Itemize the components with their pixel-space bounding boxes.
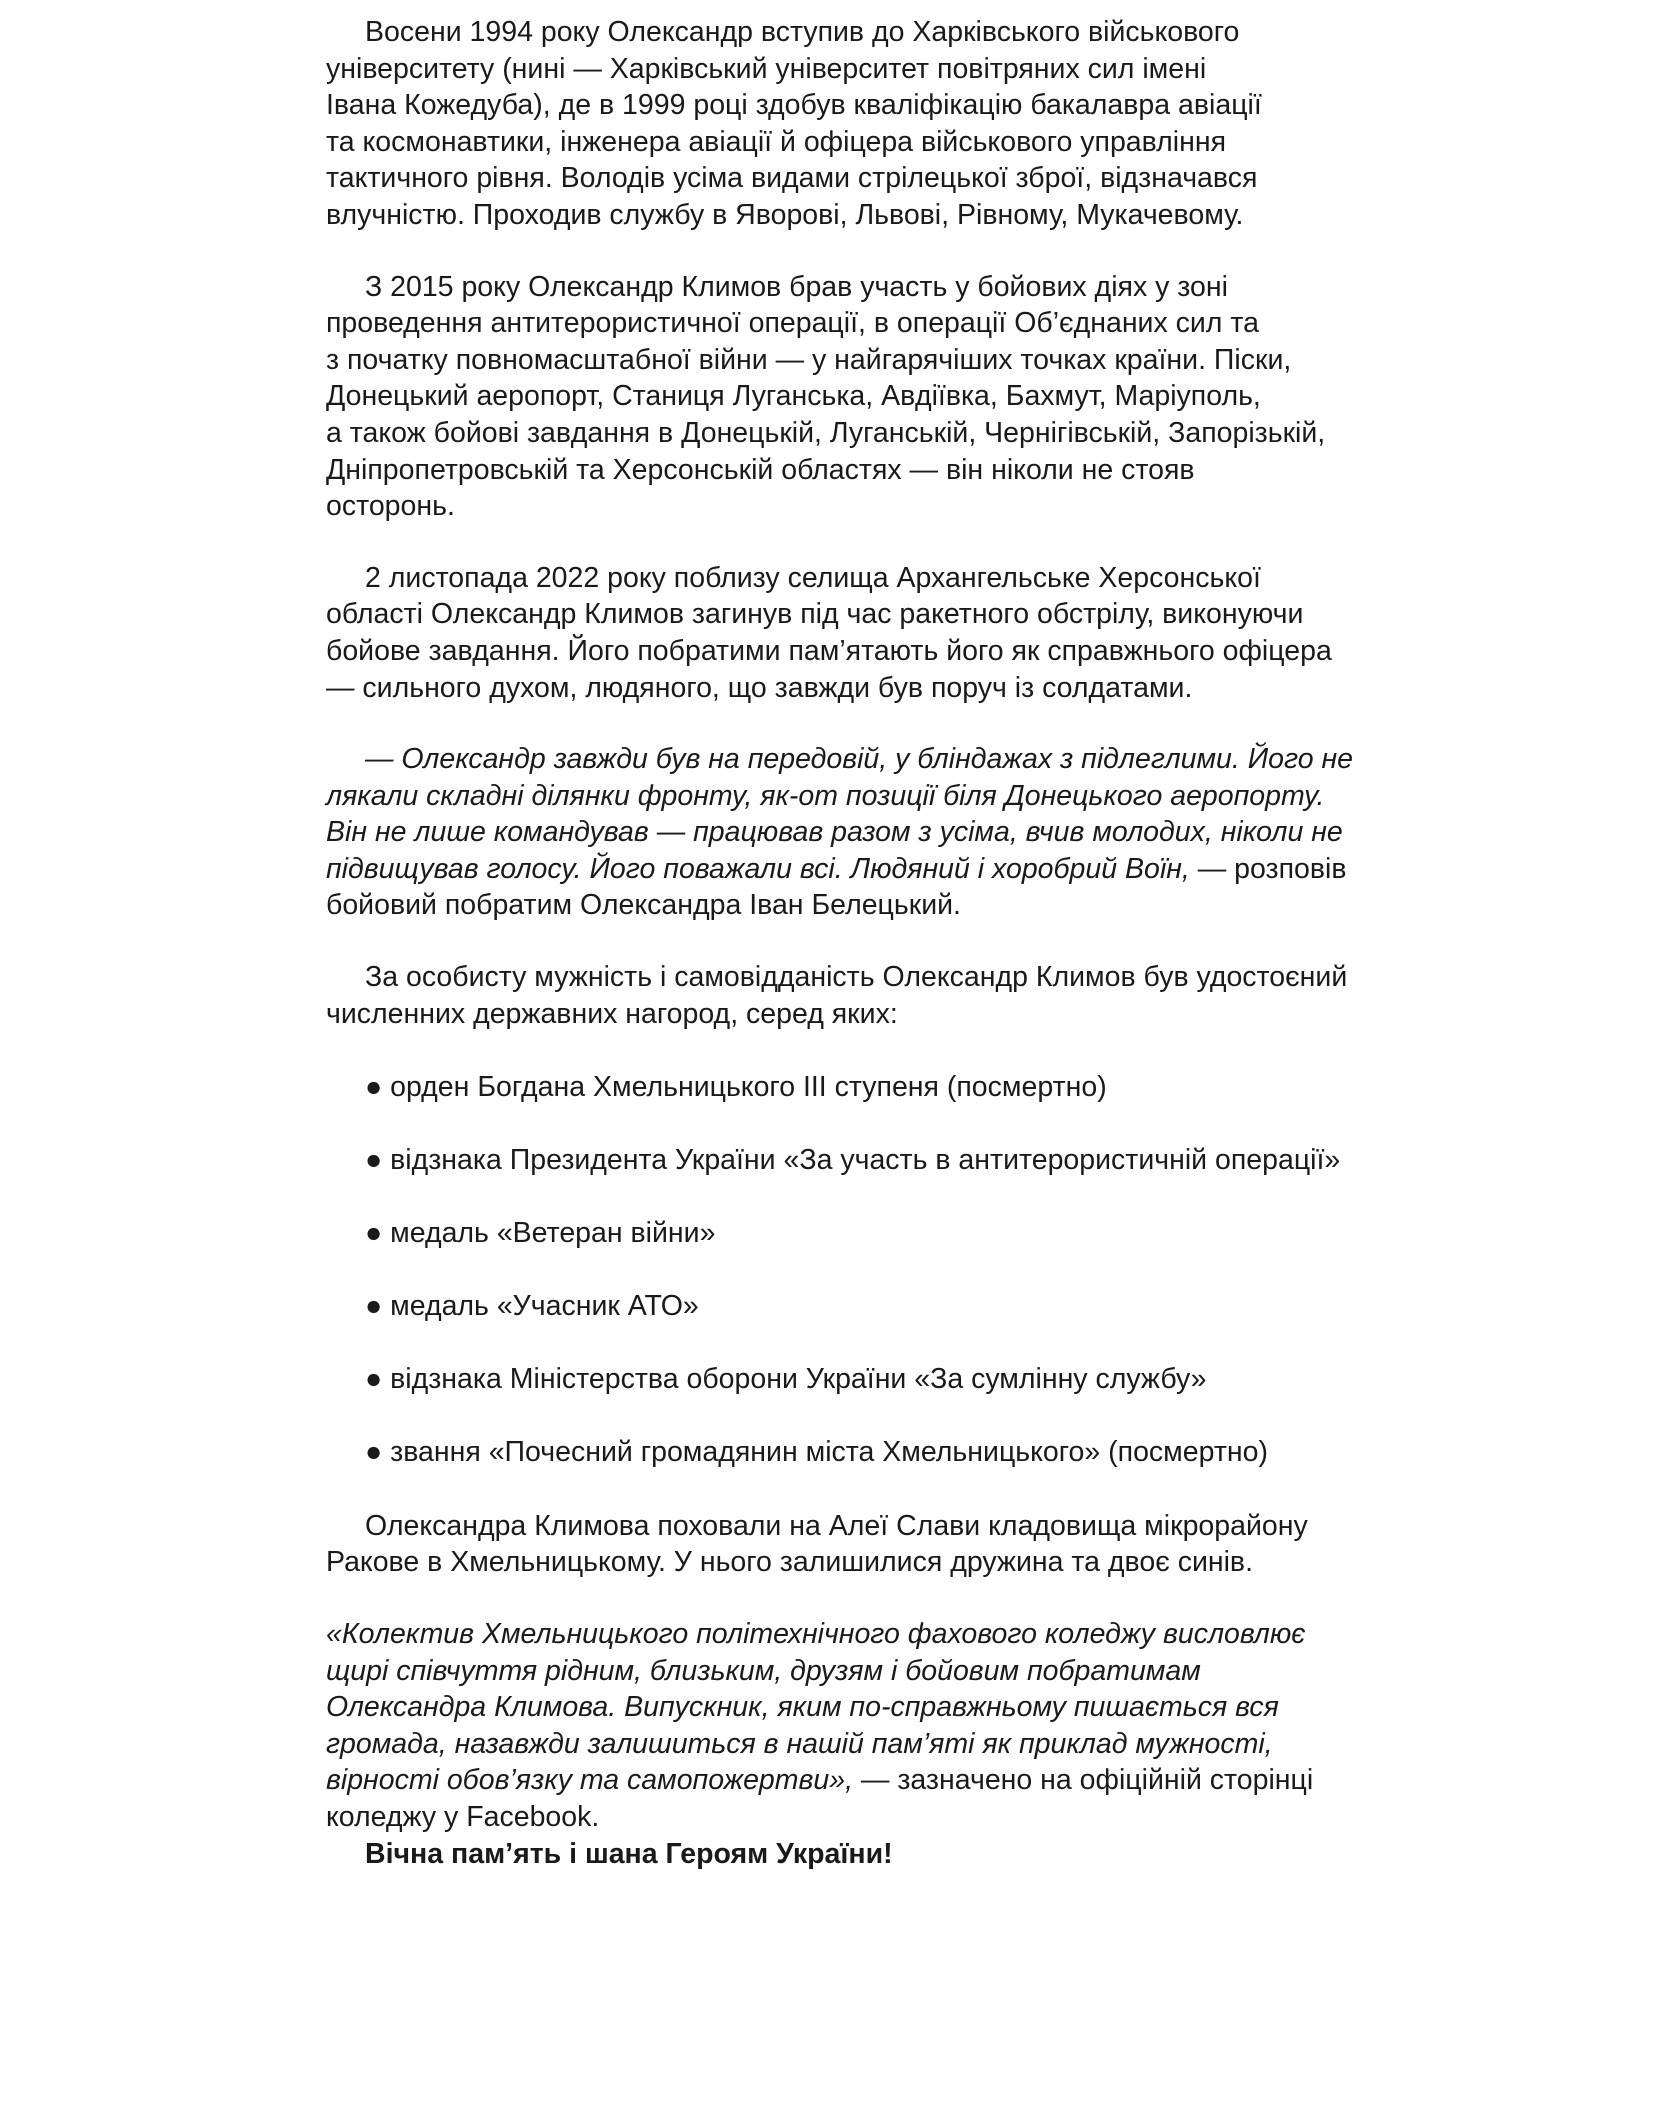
paragraph-burial: Олександра Климова поховали на Алеї Слави кладовища мікрорайону Ракове в Хмельницькому. У нього залишилися дружина та двоє синів. — [326, 1509, 1308, 1579]
award-item: ● медаль «Ветеран війни» — [365, 1216, 716, 1249]
comrade-quote-text: — Олександр завжди був на передовій, у бліндажах з підлеглими. Його не лякали складні ділянки фронту, як-от позиції біля Донецького аеропорту. Він не лише командував — працював разом з усіма, вчив молодих, ніколи не підвищував голосу. Його поважали всі. Людяний і хоробрий Воїн, — [326, 743, 1354, 885]
comrade-quote-attribution: — розповів бойовий побратим Олександра Іван Белецький. — [326, 852, 1347, 922]
college-quote-text: «Колектив Хмельницького політехнічного фахового коледжу висловлює щирі співчуття рідним, близьким, друзям і бойовим побратимам Олександра Климова. Випускник, яким по-справжньому пишається вся громада, назавжди залишиться в нашій пам’яті як приклад мужності, вірності обов’язку та самопожертви», — [326, 1618, 1306, 1797]
paragraph-college-quote — [326, 1616, 1366, 1836]
award-item: ● звання «Почесний громадянин міста Хмельницького» (посмертно) — [365, 1436, 1268, 1469]
paragraph-death: 2 листопада 2022 року поблизу селища Архангельське Херсонської області Олександр Климов загинув під час ракетного обстрілу, виконуючи бойове завдання. Його побратими пам’ятають його як справжнього офіцера — сильного духом, людяного, що завжди був поруч із солдатами. — [326, 561, 1332, 704]
paragraph-education: Восени 1994 року Олександр вступив до Харківського військового університету (нині — Харківський університет повітряних сил імені Івана Кожедуба), де в 1999 році здобув кваліфікацію бакалавра авіації та космонавтики, інженера авіації й офіцера військового управління тактичного рівня. Володів усіма видами стрілецької зброї, відзначався влучністю. Проходив службу в Яворові, Львові, Рівному, Мукачевому. — [326, 16, 1262, 231]
paragraph-awards-intro: За особисту мужність і самовідданість Олександр Климов був удостоєний численних державних нагород, серед яких: — [326, 961, 1348, 1030]
paragraph-combat-service: З 2015 року Олександр Климов брав участь у бойових діях у зоні проведення антитерористичної операції, в операції Об’єднаних сил та з початку повномасштабної війни — у найгарячіших точках країни. Піски, Донецький аеропорт, Станиця Луганська, Авдіївка, Бахмут, Маріуполь, а також бойові завдання в Донецькій, Луганській, Чернігівській, Запорізькій, Дніпропетровській та Херсонській областях — він ніколи не стояв осторонь. — [326, 270, 1326, 523]
awards-list — [326, 1069, 1366, 1471]
award-item: ● медаль «Учасник АТО» — [365, 1290, 699, 1323]
closing-tribute: Вічна пам’ять і шана Героям України! — [365, 1837, 893, 1870]
award-item: ● відзнака Президента України «За участь в антитерористичній операції» — [365, 1143, 1341, 1176]
award-item: ● відзнака Міністерства оборони України «За сумлінну службу» — [365, 1363, 1207, 1396]
college-quote-attribution: — зазначено на офіційній сторінці коледжу у Facebook. — [326, 1764, 1314, 1833]
award-item: ● орден Богдана Хмельницького ІІІ ступеня (посмертно) — [365, 1070, 1107, 1103]
paragraph-comrade-quote — [326, 741, 1366, 924]
document-page — [326, 14, 1366, 1872]
